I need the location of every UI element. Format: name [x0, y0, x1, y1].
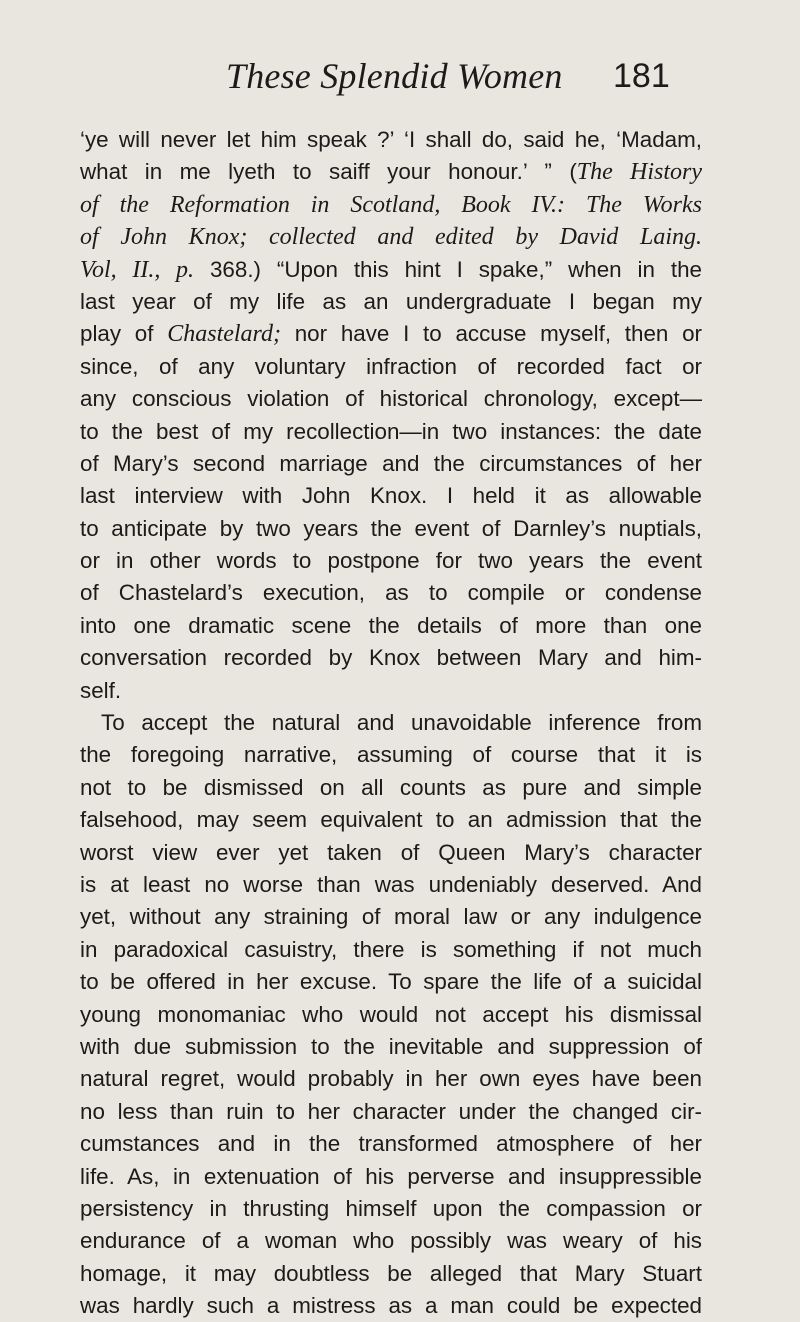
text-line	[80, 513, 702, 545]
text-line	[80, 675, 702, 707]
text-segment: to anticipate by two years the event of Darnley’s nuptials,	[80, 515, 702, 541]
text-line	[80, 318, 702, 350]
page-number: 181	[613, 57, 670, 95]
text-segment: endurance of a woman who possibly was weary of his	[80, 1228, 702, 1254]
text-line	[80, 577, 702, 609]
text-line	[80, 804, 702, 836]
running-head-title: These Splendid Women	[226, 56, 563, 96]
text-line	[80, 869, 702, 901]
text-line	[80, 156, 702, 188]
italic-text-segment: Vol, II., p.	[80, 256, 195, 283]
text-line	[80, 739, 702, 771]
text-line	[80, 1031, 702, 1063]
text-line	[80, 901, 702, 933]
text-line	[80, 1161, 702, 1193]
text-segment: last year of my life as an undergraduate I began my	[80, 288, 702, 314]
text-line	[80, 966, 702, 998]
text-segment: self.	[80, 677, 122, 703]
page-header	[0, 52, 800, 100]
text-segment: falsehood, may seem equivalent to an admission that the	[80, 807, 702, 833]
text-segment: ‘ye will never let him speak ?’ ‘I shall do, said he, ‘Madam,	[80, 127, 702, 152]
text-line	[80, 416, 702, 448]
text-line	[80, 999, 702, 1031]
text-segment: of Chastelard’s execution, as to compile or condense	[80, 580, 702, 606]
text-segment: to the best of my recollection—in two instances: the date	[80, 418, 702, 444]
text-line	[80, 1290, 702, 1322]
text-segment: homage, it may doubtless be alleged that Mary Stuart	[80, 1260, 702, 1286]
text-line	[80, 448, 702, 480]
text-line	[80, 189, 702, 221]
text-segment: with due submission to the inevitable and suppression of	[80, 1033, 702, 1059]
text-line	[80, 707, 702, 739]
italic-text-segment: Chastelard;	[167, 321, 281, 348]
text-segment: was hardly such a mistress as a man could be expected	[80, 1293, 702, 1319]
text-line	[80, 1258, 702, 1290]
text-segment: or in other words to postpone for two years the event	[80, 548, 702, 574]
text-line	[80, 221, 702, 253]
text-line	[80, 1063, 702, 1095]
text-segment: worst view ever yet taken of Queen Mary’s character	[80, 839, 702, 865]
italic-text-segment: of the Reformation in Scotland, Book IV.: The Works	[80, 191, 702, 218]
text-line	[80, 383, 702, 415]
text-segment: of Mary’s second marriage and the circumstances of her	[80, 450, 702, 476]
text-line	[80, 1128, 702, 1160]
text-segment: yet, without any straining of moral law or any indulgence	[80, 904, 702, 930]
text-segment: natural regret, would probably in her own eyes have been	[80, 1066, 702, 1092]
text-segment: to be offered in her excuse. To spare the life of a suicidal	[80, 969, 702, 995]
text-segment: any conscious violation of historical chronology, except—	[80, 386, 702, 412]
text-line	[80, 351, 702, 383]
text-segment: nor have I to accuse myself, then or	[281, 321, 702, 347]
text-line	[80, 480, 702, 512]
text-segment: into one dramatic scene the details of more than one	[80, 612, 702, 638]
text-line	[80, 1193, 702, 1225]
text-line	[80, 934, 702, 966]
text-segment: no less than ruin to her character under the changed cir-	[80, 1098, 702, 1124]
text-segment: is at least no worse than was undeniably deserved. And	[80, 871, 702, 897]
text-segment: not to be dismissed on all counts as pure and simple	[80, 774, 702, 800]
text-segment: since, of any voluntary infraction of recorded fact or	[80, 353, 702, 379]
text-segment: the foregoing narrative, assuming of course that it is	[80, 742, 702, 768]
text-line	[80, 545, 702, 577]
text-segment: To accept the natural and unavoidable inference from	[101, 710, 702, 736]
text-segment: play of	[80, 321, 168, 347]
text-line	[80, 1225, 702, 1257]
text-segment: young monomaniac who would not accept his dismissal	[80, 1001, 702, 1027]
text-line	[80, 610, 702, 642]
text-line	[80, 772, 702, 804]
text-line	[80, 254, 702, 286]
text-segment: conversation recorded by Knox between Mary and him-	[80, 645, 702, 671]
text-segment: in paradoxical casuistry, there is something if not much	[80, 936, 702, 962]
text-segment: persistency in thrusting himself upon the compassion or	[80, 1195, 702, 1221]
text-segment: 368.) “Upon this hint I spake,” when in the	[194, 256, 702, 282]
text-segment: cumstances and in the transformed atmosphere of her	[80, 1131, 702, 1157]
text-line	[80, 286, 702, 318]
text-segment: life. As, in extenuation of his perverse and insuppressible	[80, 1163, 702, 1189]
italic-text-segment: of John Knox; collected and edited by David Laing.	[80, 224, 702, 251]
text-line	[80, 1096, 702, 1128]
body-text	[80, 124, 702, 1322]
text-line	[80, 642, 702, 674]
text-segment: last interview with John Knox. I held it as allowable	[80, 483, 702, 509]
text-line	[80, 124, 702, 156]
italic-text-segment: The History	[576, 159, 703, 186]
text-line	[80, 837, 702, 869]
text-segment: what in me lyeth to saiff your honour.’ ” (	[80, 159, 577, 185]
